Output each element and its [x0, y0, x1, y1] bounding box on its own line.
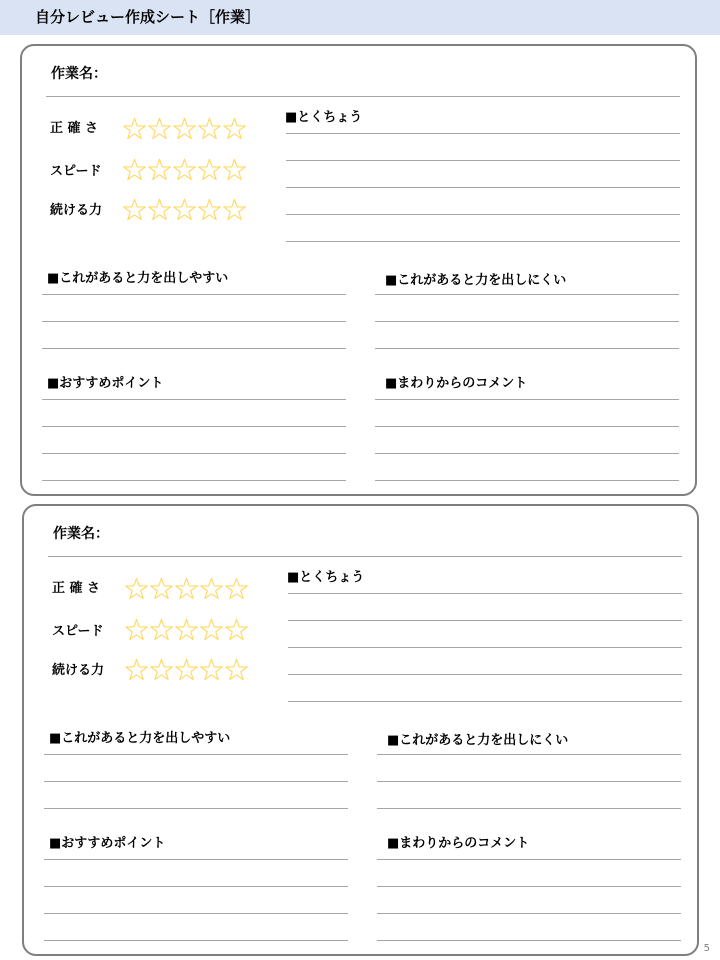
- rating-label-accuracy: 正 確 さ: [52, 581, 101, 596]
- star-outline-icon[interactable]: [197, 116, 222, 142]
- star-outline-icon[interactable]: [197, 197, 222, 223]
- features-title: ■とくちょう: [287, 570, 365, 585]
- task-name-label: 作業名：: [51, 66, 107, 82]
- features-line[interactable]: [288, 647, 682, 648]
- rating-stars-accuracy[interactable]: [124, 576, 249, 602]
- features-line[interactable]: [286, 187, 680, 188]
- star-outline-icon[interactable]: [149, 617, 174, 643]
- rating-stars-accuracy[interactable]: [122, 116, 247, 142]
- easy-conditions-title: ■これがあると力を出しやすい: [49, 731, 231, 746]
- star-outline-icon[interactable]: [199, 576, 224, 602]
- page-header: [0, 0, 720, 35]
- star-outline-icon[interactable]: [222, 116, 247, 142]
- star-outline-icon[interactable]: [124, 657, 149, 683]
- features-line[interactable]: [286, 133, 680, 134]
- star-outline-icon[interactable]: [199, 657, 224, 683]
- star-outline-icon[interactable]: [224, 576, 249, 602]
- recommend-title: ■おすすめポイント: [49, 836, 166, 851]
- features-line[interactable]: [286, 241, 680, 242]
- features-line[interactable]: [288, 620, 682, 621]
- rating-stars-endurance[interactable]: [122, 197, 247, 223]
- comment-line[interactable]: [375, 399, 679, 400]
- easy-conditions-line[interactable]: [42, 294, 346, 295]
- recommend-line[interactable]: [42, 399, 346, 400]
- star-outline-icon[interactable]: [122, 157, 147, 183]
- hard-conditions-title: ■これがあると力を出しにくい: [387, 733, 569, 748]
- easy-conditions-title: ■これがあると力を出しやすい: [47, 271, 229, 286]
- page-number: 5: [703, 943, 710, 954]
- easy-conditions-line[interactable]: [44, 754, 348, 755]
- hard-conditions-line[interactable]: [377, 808, 681, 809]
- star-outline-icon[interactable]: [174, 617, 199, 643]
- easy-conditions-line[interactable]: [44, 781, 348, 782]
- features-line[interactable]: [288, 593, 682, 594]
- comment-title: ■まわりからのコメント: [385, 376, 528, 391]
- star-outline-icon[interactable]: [199, 617, 224, 643]
- star-outline-icon[interactable]: [172, 197, 197, 223]
- rating-label-speed: スピード: [50, 164, 102, 179]
- comment-line[interactable]: [377, 913, 681, 914]
- star-outline-icon[interactable]: [224, 657, 249, 683]
- star-outline-icon[interactable]: [174, 657, 199, 683]
- recommend-line[interactable]: [42, 453, 346, 454]
- comment-line[interactable]: [375, 480, 679, 481]
- features-line[interactable]: [288, 701, 682, 702]
- rating-stars-endurance[interactable]: [124, 657, 249, 683]
- star-outline-icon[interactable]: [197, 157, 222, 183]
- star-outline-icon[interactable]: [122, 116, 147, 142]
- star-outline-icon[interactable]: [147, 116, 172, 142]
- star-outline-icon[interactable]: [147, 157, 172, 183]
- easy-conditions-line[interactable]: [44, 808, 348, 809]
- task-name-label: 作業名：: [53, 526, 109, 542]
- star-outline-icon[interactable]: [224, 617, 249, 643]
- hard-conditions-line[interactable]: [377, 781, 681, 782]
- comment-line[interactable]: [375, 426, 679, 427]
- star-outline-icon[interactable]: [172, 116, 197, 142]
- hard-conditions-title: ■これがあると力を出しにくい: [385, 273, 567, 288]
- features-line[interactable]: [288, 674, 682, 675]
- comment-line[interactable]: [377, 859, 681, 860]
- recommend-line[interactable]: [44, 940, 348, 941]
- comment-title: ■まわりからのコメント: [387, 836, 530, 851]
- page-title: 自分レビュー作成シート［作業］: [35, 8, 261, 26]
- hard-conditions-line[interactable]: [375, 294, 679, 295]
- recommend-title: ■おすすめポイント: [47, 376, 164, 391]
- recommend-line[interactable]: [42, 426, 346, 427]
- easy-conditions-line[interactable]: [42, 348, 346, 349]
- star-outline-icon[interactable]: [149, 576, 174, 602]
- rating-stars-speed[interactable]: [124, 617, 249, 643]
- rating-label-accuracy: 正 確 さ: [50, 121, 99, 136]
- star-outline-icon[interactable]: [149, 657, 174, 683]
- star-outline-icon[interactable]: [124, 617, 149, 643]
- features-title: ■とくちょう: [285, 110, 363, 125]
- review-card-1: [20, 44, 697, 496]
- star-outline-icon[interactable]: [122, 197, 147, 223]
- hard-conditions-line[interactable]: [377, 754, 681, 755]
- rating-label-endurance: 続ける力: [52, 663, 105, 678]
- recommend-line[interactable]: [44, 859, 348, 860]
- hard-conditions-line[interactable]: [375, 348, 679, 349]
- recommend-line[interactable]: [44, 886, 348, 887]
- star-outline-icon[interactable]: [147, 197, 172, 223]
- comment-line[interactable]: [375, 453, 679, 454]
- task-name-line: [48, 556, 682, 557]
- star-outline-icon[interactable]: [172, 157, 197, 183]
- features-line[interactable]: [286, 160, 680, 161]
- star-outline-icon[interactable]: [174, 576, 199, 602]
- comment-line[interactable]: [377, 940, 681, 941]
- hard-conditions-line[interactable]: [375, 321, 679, 322]
- recommend-line[interactable]: [44, 913, 348, 914]
- star-outline-icon[interactable]: [124, 576, 149, 602]
- review-card-2: [22, 504, 699, 956]
- task-name-line: [46, 96, 680, 97]
- rating-label-endurance: 続ける力: [50, 203, 103, 218]
- star-outline-icon[interactable]: [222, 197, 247, 223]
- recommend-line[interactable]: [42, 480, 346, 481]
- rating-label-speed: スピード: [52, 624, 104, 639]
- comment-line[interactable]: [377, 886, 681, 887]
- features-line[interactable]: [286, 214, 680, 215]
- star-outline-icon[interactable]: [222, 157, 247, 183]
- easy-conditions-line[interactable]: [42, 321, 346, 322]
- rating-stars-speed[interactable]: [122, 157, 247, 183]
